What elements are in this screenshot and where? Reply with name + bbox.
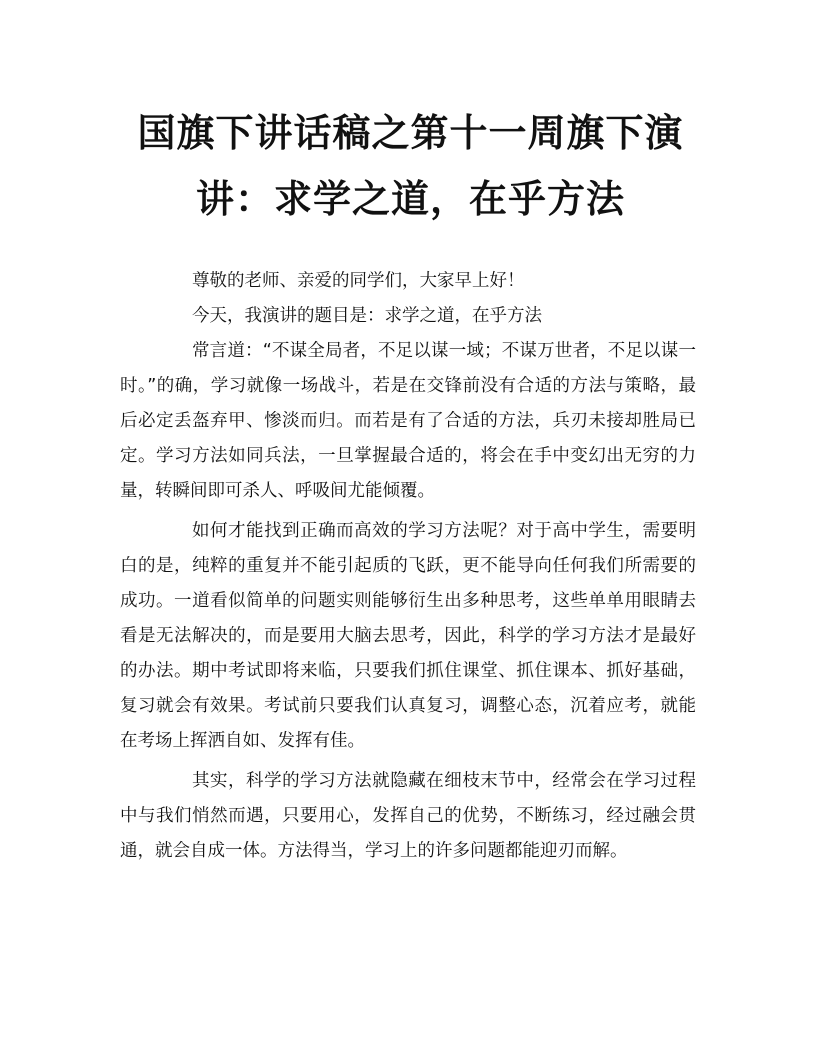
greeting-paragraph: 尊敬的老师、亲爱的同学们，大家早上好！	[192, 271, 525, 291]
topic-paragraph: 今天，我演讲的题目是：求学之道，在乎方法	[192, 306, 542, 326]
document-body	[120, 264, 696, 869]
body-paragraph: 如何才能找到正确而高效的学习方法呢？对于高中学生，需要明白的是，纯粹的重复并不能引起质的飞跃，更不能导向任何我们所需要的成功。一道看似简单的问题实则能够衍生出多种思考，这些单单用眼睛去看是无法解决的，而是要用大脑去思考，因此，科学的学习方法才是最好的办法。期中考试即将来临，只要我们抓住课堂、抓住课本、抓好基础，复习就会有效果。考试前只要我们认真复习，调整心态，沉着应考，就能在考场上挥洒自如、发挥有佳。	[120, 521, 696, 751]
document-title: 国旗下讲话稿之第十一周旗下演讲：求学之道，在乎方法	[137, 110, 684, 221]
body-paragraph: 其实，科学的学习方法就隐藏在细枝末节中，经常会在学习过程中与我们悄然而遇，只要用心，发挥自己的优势，不断练习，经过融会贯通，就会自成一体。方法得当，学习上的许多问题都能迎刃而解。	[120, 771, 696, 861]
body-paragraph: 常言道：“不谋全局者，不足以谋一域；不谋万世者，不足以谋一时。”的确，学习就像一场战斗，若是在交锋前没有合适的方法与策略，最后必定丢盔弃甲、惨淡而归。而若是有了合适的方法，兵刃未接却胜局已定。学习方法如同兵法，一旦掌握最合适的，将会在手中变幻出无穷的力量，转瞬间即可杀人、呼吸间尤能倾覆。	[120, 341, 696, 501]
